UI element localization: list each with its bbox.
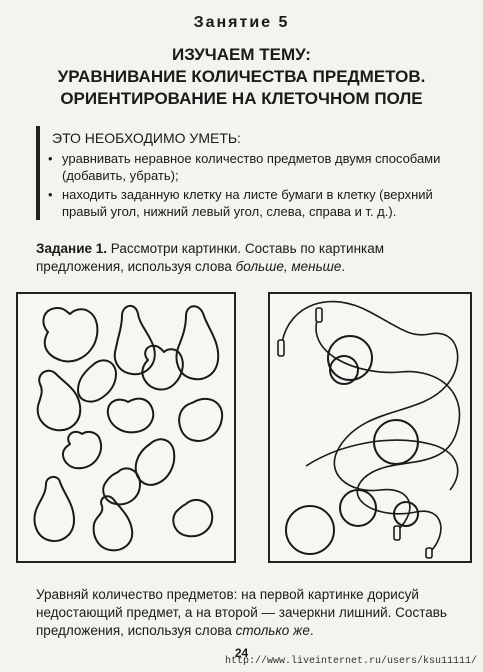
task-1-text-end: . bbox=[341, 259, 346, 274]
fruits-picture bbox=[16, 292, 236, 563]
pear-outline bbox=[136, 439, 175, 485]
task-1-label: Задание 1. bbox=[36, 241, 108, 256]
lesson-title: Занятие 5 bbox=[193, 14, 290, 31]
skills-bar bbox=[36, 126, 40, 220]
bottom-text: Уравняй количество предметов: на первой картинке дорисуй недостающий предмет, а на второй — зачеркни лишний. Составь предложения, используя слова bbox=[36, 587, 447, 638]
page-number: 24 bbox=[234, 646, 249, 660]
skill-item: • уравнивать неравное количество предметов двумя способами (добавить, убрать); bbox=[46, 150, 456, 184]
skills-heading: ЭТО НЕОБХОДИМО УМЕТЬ: bbox=[52, 130, 241, 146]
skill-item: • находить заданную клетку на листе бумаги в клетку (верхний правый угол, нижний левый угол, слева, справа и т. д.). bbox=[46, 186, 456, 220]
task-1-text: Рассмотри картинки. Составь по картинкам предложения, используя слова bbox=[36, 241, 385, 274]
bottom-instructions bbox=[36, 586, 464, 640]
ring-outline bbox=[286, 506, 334, 554]
jump-rope-2 bbox=[316, 312, 459, 552]
pear-outline bbox=[179, 399, 222, 441]
task-1 bbox=[36, 240, 456, 276]
apple-outline bbox=[173, 500, 212, 536]
rope-handle bbox=[426, 548, 432, 558]
pear-outline bbox=[38, 371, 81, 431]
rope-handle bbox=[394, 526, 400, 540]
apple-outline bbox=[103, 468, 140, 504]
jump-rope-3 bbox=[306, 440, 458, 490]
pear-outline bbox=[78, 360, 116, 401]
fruits-outline-drawing bbox=[18, 294, 234, 561]
apple-outline bbox=[63, 432, 101, 468]
topic-line-1: ИЗУЧАЕМ ТЕМУ: bbox=[172, 45, 311, 64]
rings-picture bbox=[268, 292, 472, 563]
pear-outline bbox=[35, 477, 75, 541]
topic-line-2: УРАВНИВАНИЕ КОЛИЧЕСТВА ПРЕДМЕТОВ. bbox=[57, 67, 426, 86]
skills-list bbox=[46, 150, 456, 222]
pear-outline bbox=[115, 306, 155, 374]
rope-handle bbox=[316, 308, 322, 322]
apple-outline bbox=[43, 308, 97, 362]
bottom-emphasis: столько же bbox=[235, 623, 310, 638]
bottom-text-end: . bbox=[309, 623, 314, 638]
topic-line-3: ОРИЕНТИРОВАНИЕ НА КЛЕТОЧНОМ ПОЛЕ bbox=[60, 89, 423, 108]
task-1-emphasis: больше, меньше bbox=[235, 259, 342, 274]
watermark-url: http://www.liveinternet.ru/users/ksu11111/ bbox=[224, 656, 477, 667]
jump-ropes-rings-drawing bbox=[270, 294, 470, 561]
ring-outline bbox=[374, 420, 418, 464]
apple-outline bbox=[108, 399, 153, 433]
rope-handle bbox=[278, 340, 284, 356]
